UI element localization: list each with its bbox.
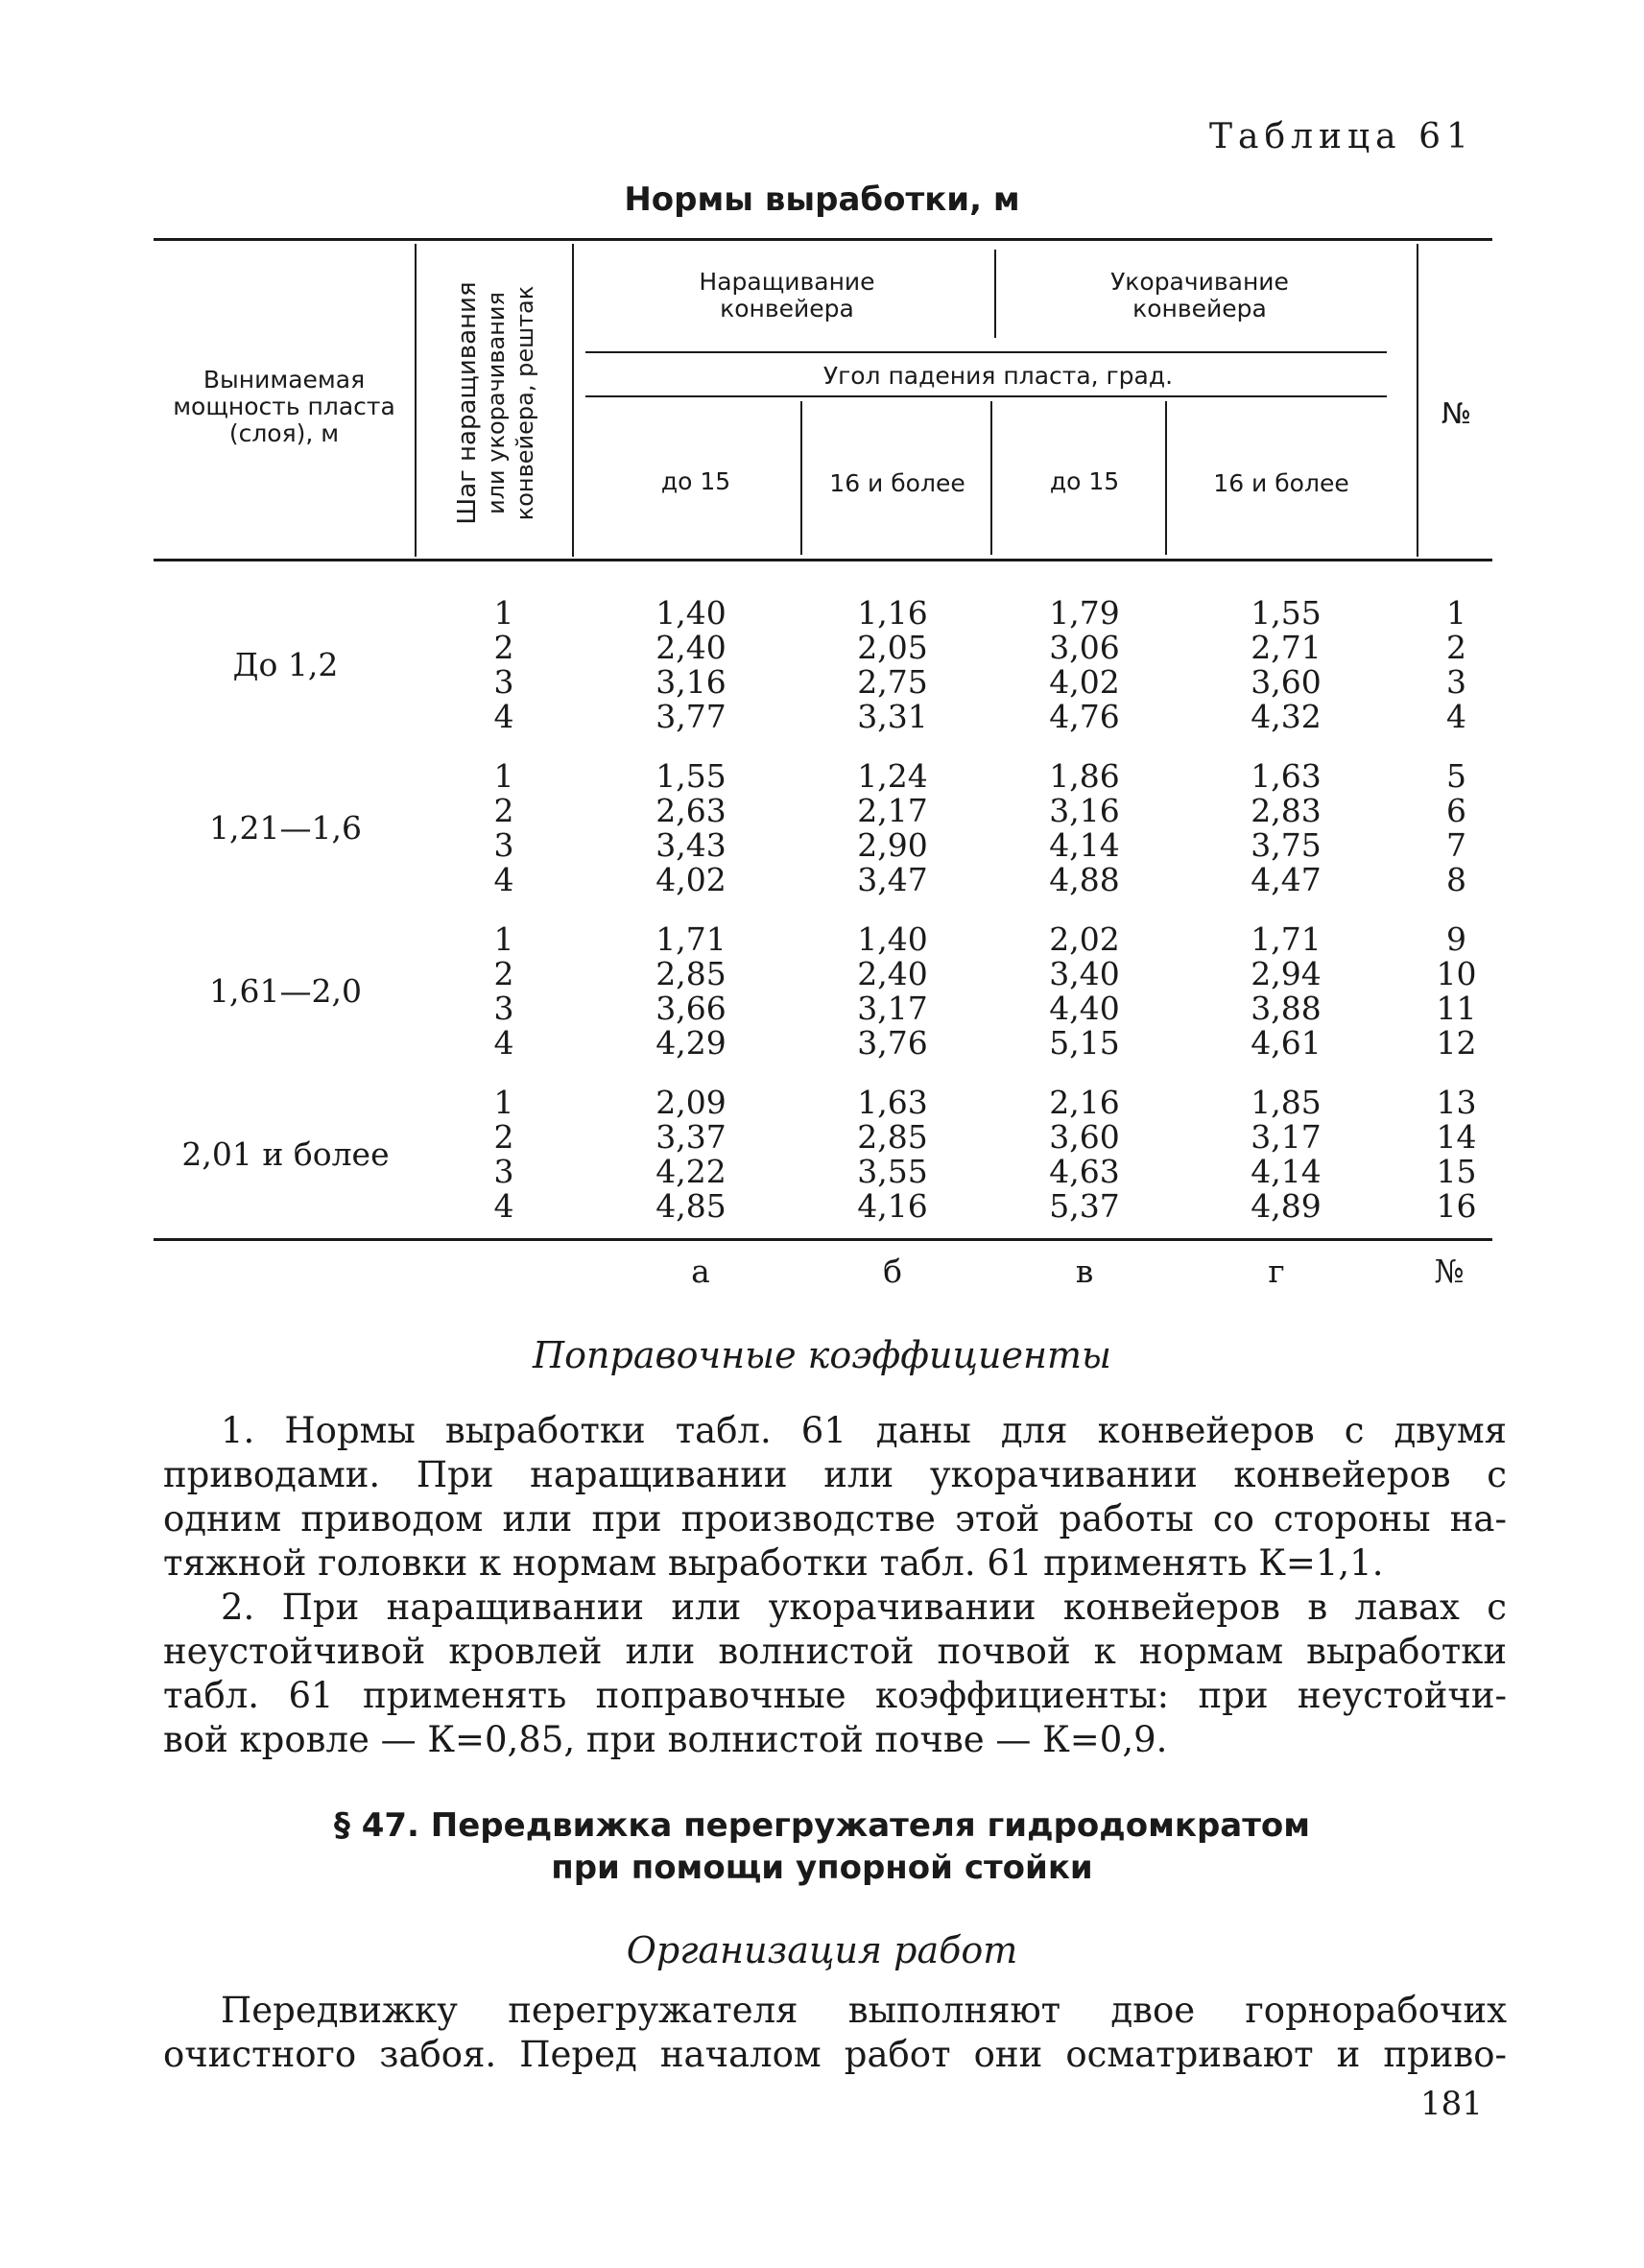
step-cell: 2 [493,1118,514,1156]
value-b-cell: 2,75 [857,663,928,701]
value-a-cell: 4,85 [655,1187,727,1225]
header-bottom-rule [154,559,1492,561]
paragraph-2: 2. При наращивании или укорачивании конвейеров в лавах с неустойчивой кровлей или волнистой почвой к нормам выработки табл. 61 применять поправочные коэффициенты: при неустойчи- вой кровле — К=0,85, при волнистой почве — К=0,9. [163,1587,1507,1760]
value-v-cell: 5,37 [1049,1187,1120,1225]
value-g-cell: 1,85 [1251,1084,1322,1121]
row-number-cell: 4 [1446,698,1466,735]
value-a-cell: 2,63 [655,792,727,829]
value-b-cell: 1,63 [857,1084,928,1121]
step-cell: 4 [493,861,514,898]
thickness-label: 2,01 и более [181,1135,390,1173]
step-cell: 2 [493,955,514,992]
value-v-cell: 1,86 [1049,757,1120,795]
value-g-cell: 4,89 [1251,1187,1322,1225]
table-top-rule [154,238,1492,241]
col-divider-b [990,401,992,555]
row-number-cell: 1 [1446,594,1466,632]
value-a-cell: 2,85 [655,955,727,992]
header-v-upto15: до 15 [1049,467,1120,495]
thickness-label: 1,61—2,0 [209,972,362,1010]
value-b-cell: 2,05 [857,629,928,666]
value-b-cell: 2,17 [857,792,928,829]
value-v-cell: 1,79 [1049,594,1120,632]
subheader-rule-1 [585,351,1387,353]
value-b-cell: 3,17 [857,990,928,1027]
header-a-upto15: до 15 [660,467,731,495]
value-v-cell: 3,60 [1049,1118,1120,1156]
footer-num: № [1434,1253,1465,1290]
row-number-cell: 3 [1446,663,1466,701]
row-number-cell: 16 [1436,1187,1477,1225]
table-caption: Таблица 61 [1209,117,1474,156]
thickness-label: 1,21—1,6 [209,809,362,847]
value-b-cell: 1,40 [857,920,928,958]
col-divider-2 [572,244,574,557]
value-b-cell: 3,47 [857,861,928,898]
value-b-cell: 1,16 [857,594,928,632]
value-g-cell: 1,63 [1251,757,1322,795]
row-number-cell: 5 [1446,757,1466,795]
step-cell: 3 [493,826,514,864]
value-v-cell: 3,16 [1049,792,1120,829]
value-a-cell: 1,71 [655,920,727,958]
table-title: Нормы выработки, м [624,180,1020,219]
section-title: § 47. Передвижка перегружателя гидродомкратом при помощи упорной стойки [333,1806,1311,1887]
step-cell: 1 [493,757,514,795]
thickness-label: До 1,2 [232,646,339,683]
header-angle: Угол падения пласта, град. [822,362,1174,390]
step-cell: 2 [493,629,514,666]
paragraph-3: Передвижку перегружателя выполняют двое горнорабочих очистного забоя. Перед началом работ они осматривают и приво- [163,1990,1507,2075]
value-g-cell: 3,75 [1251,826,1322,864]
row-number-cell: 10 [1436,955,1477,992]
header-num: № [1441,397,1472,431]
row-number-cell: 7 [1446,826,1466,864]
value-b-cell: 2,90 [857,826,928,864]
value-b-cell: 3,76 [857,1024,928,1062]
value-v-cell: 4,40 [1049,990,1120,1027]
step-cell: 2 [493,792,514,829]
footer-letter-a: а [691,1253,710,1290]
col-divider-num [1417,244,1418,557]
col-divider-1 [415,244,417,557]
row-number-cell: 2 [1446,629,1466,666]
value-a-cell: 3,77 [655,698,727,735]
value-a-cell: 4,02 [655,861,727,898]
subheader-rule-2 [585,395,1387,397]
footer-letter-b: б [883,1253,902,1290]
value-v-cell: 5,15 [1049,1024,1120,1062]
value-g-cell: 3,60 [1251,663,1322,701]
col-divider-a [800,401,802,555]
value-g-cell: 4,61 [1251,1024,1322,1062]
value-g-cell: 2,71 [1251,629,1322,666]
value-a-cell: 1,40 [655,594,727,632]
value-a-cell: 2,40 [655,629,727,666]
row-number-cell: 8 [1446,861,1466,898]
step-cell: 3 [493,1153,514,1190]
value-g-cell: 3,17 [1251,1118,1322,1156]
value-v-cell: 2,02 [1049,920,1120,958]
header-g-over16: 16 и более [1213,469,1349,497]
paragraph-1: 1. Нормы выработки табл. 61 даны для конвейеров с двумя приводами. При наращивании или укорачивании конвейеров с одним приводом или при производстве этой работы со стороны на- тяжной головки к нормам выработки табл. 61 применять К=1,1. [163,1410,1507,1584]
row-number-cell: 11 [1436,990,1477,1027]
header-extend: Наращивание конвейера [699,268,875,322]
header-b-over16: 16 и более [829,469,965,497]
value-v-cell: 4,76 [1049,698,1120,735]
value-v-cell: 3,40 [1049,955,1120,992]
step-cell: 4 [493,1187,514,1225]
row-number-cell: 15 [1436,1153,1477,1190]
row-number-cell: 9 [1446,920,1466,958]
value-v-cell: 4,88 [1049,861,1120,898]
value-a-cell: 3,16 [655,663,727,701]
value-v-cell: 3,06 [1049,629,1120,666]
step-cell: 1 [493,920,514,958]
col-divider-extend-shorten [994,250,996,338]
value-g-cell: 4,14 [1251,1153,1322,1190]
header-step: Шаг наращивания или укорачивания конвейера, рештак [453,281,538,525]
footer-letter-g: г [1268,1253,1285,1290]
value-a-cell: 2,09 [655,1084,727,1121]
value-v-cell: 4,14 [1049,826,1120,864]
value-b-cell: 3,55 [857,1153,928,1190]
value-g-cell: 2,94 [1251,955,1322,992]
value-b-cell: 2,40 [857,955,928,992]
row-number-cell: 14 [1436,1118,1477,1156]
step-cell: 3 [493,990,514,1027]
page-number: 181 [1420,2085,1483,2123]
corrections-heading: Поправочные коэффициенты [533,1334,1111,1376]
value-a-cell: 3,43 [655,826,727,864]
value-g-cell: 4,47 [1251,861,1322,898]
value-g-cell: 1,55 [1251,594,1322,632]
value-g-cell: 3,88 [1251,990,1322,1027]
organization-heading: Организация работ [626,1929,1018,1971]
table-bottom-rule [154,1238,1492,1241]
value-a-cell: 4,29 [655,1024,727,1062]
row-number-cell: 12 [1436,1024,1477,1062]
value-b-cell: 3,31 [857,698,928,735]
step-cell: 1 [493,594,514,632]
value-v-cell: 4,63 [1049,1153,1120,1190]
value-b-cell: 2,85 [857,1118,928,1156]
value-a-cell: 3,37 [655,1118,727,1156]
step-cell: 3 [493,663,514,701]
step-cell: 1 [493,1084,514,1121]
value-v-cell: 2,16 [1049,1084,1120,1121]
step-cell: 4 [493,1024,514,1062]
value-a-cell: 1,55 [655,757,727,795]
value-b-cell: 4,16 [857,1187,928,1225]
header-thickness: Вынимаемая мощность пласта (слоя), м [173,366,395,447]
step-cell: 4 [493,698,514,735]
col-divider-v [1165,401,1167,555]
row-number-cell: 6 [1446,792,1466,829]
value-g-cell: 2,83 [1251,792,1322,829]
value-g-cell: 1,71 [1251,920,1322,958]
row-number-cell: 13 [1436,1084,1477,1121]
header-shorten: Укорачивание конвейера [1110,268,1289,322]
value-a-cell: 3,66 [655,990,727,1027]
value-v-cell: 4,02 [1049,663,1120,701]
footer-letter-v: в [1075,1253,1094,1290]
value-b-cell: 1,24 [857,757,928,795]
value-a-cell: 4,22 [655,1153,727,1190]
value-g-cell: 4,32 [1251,698,1322,735]
